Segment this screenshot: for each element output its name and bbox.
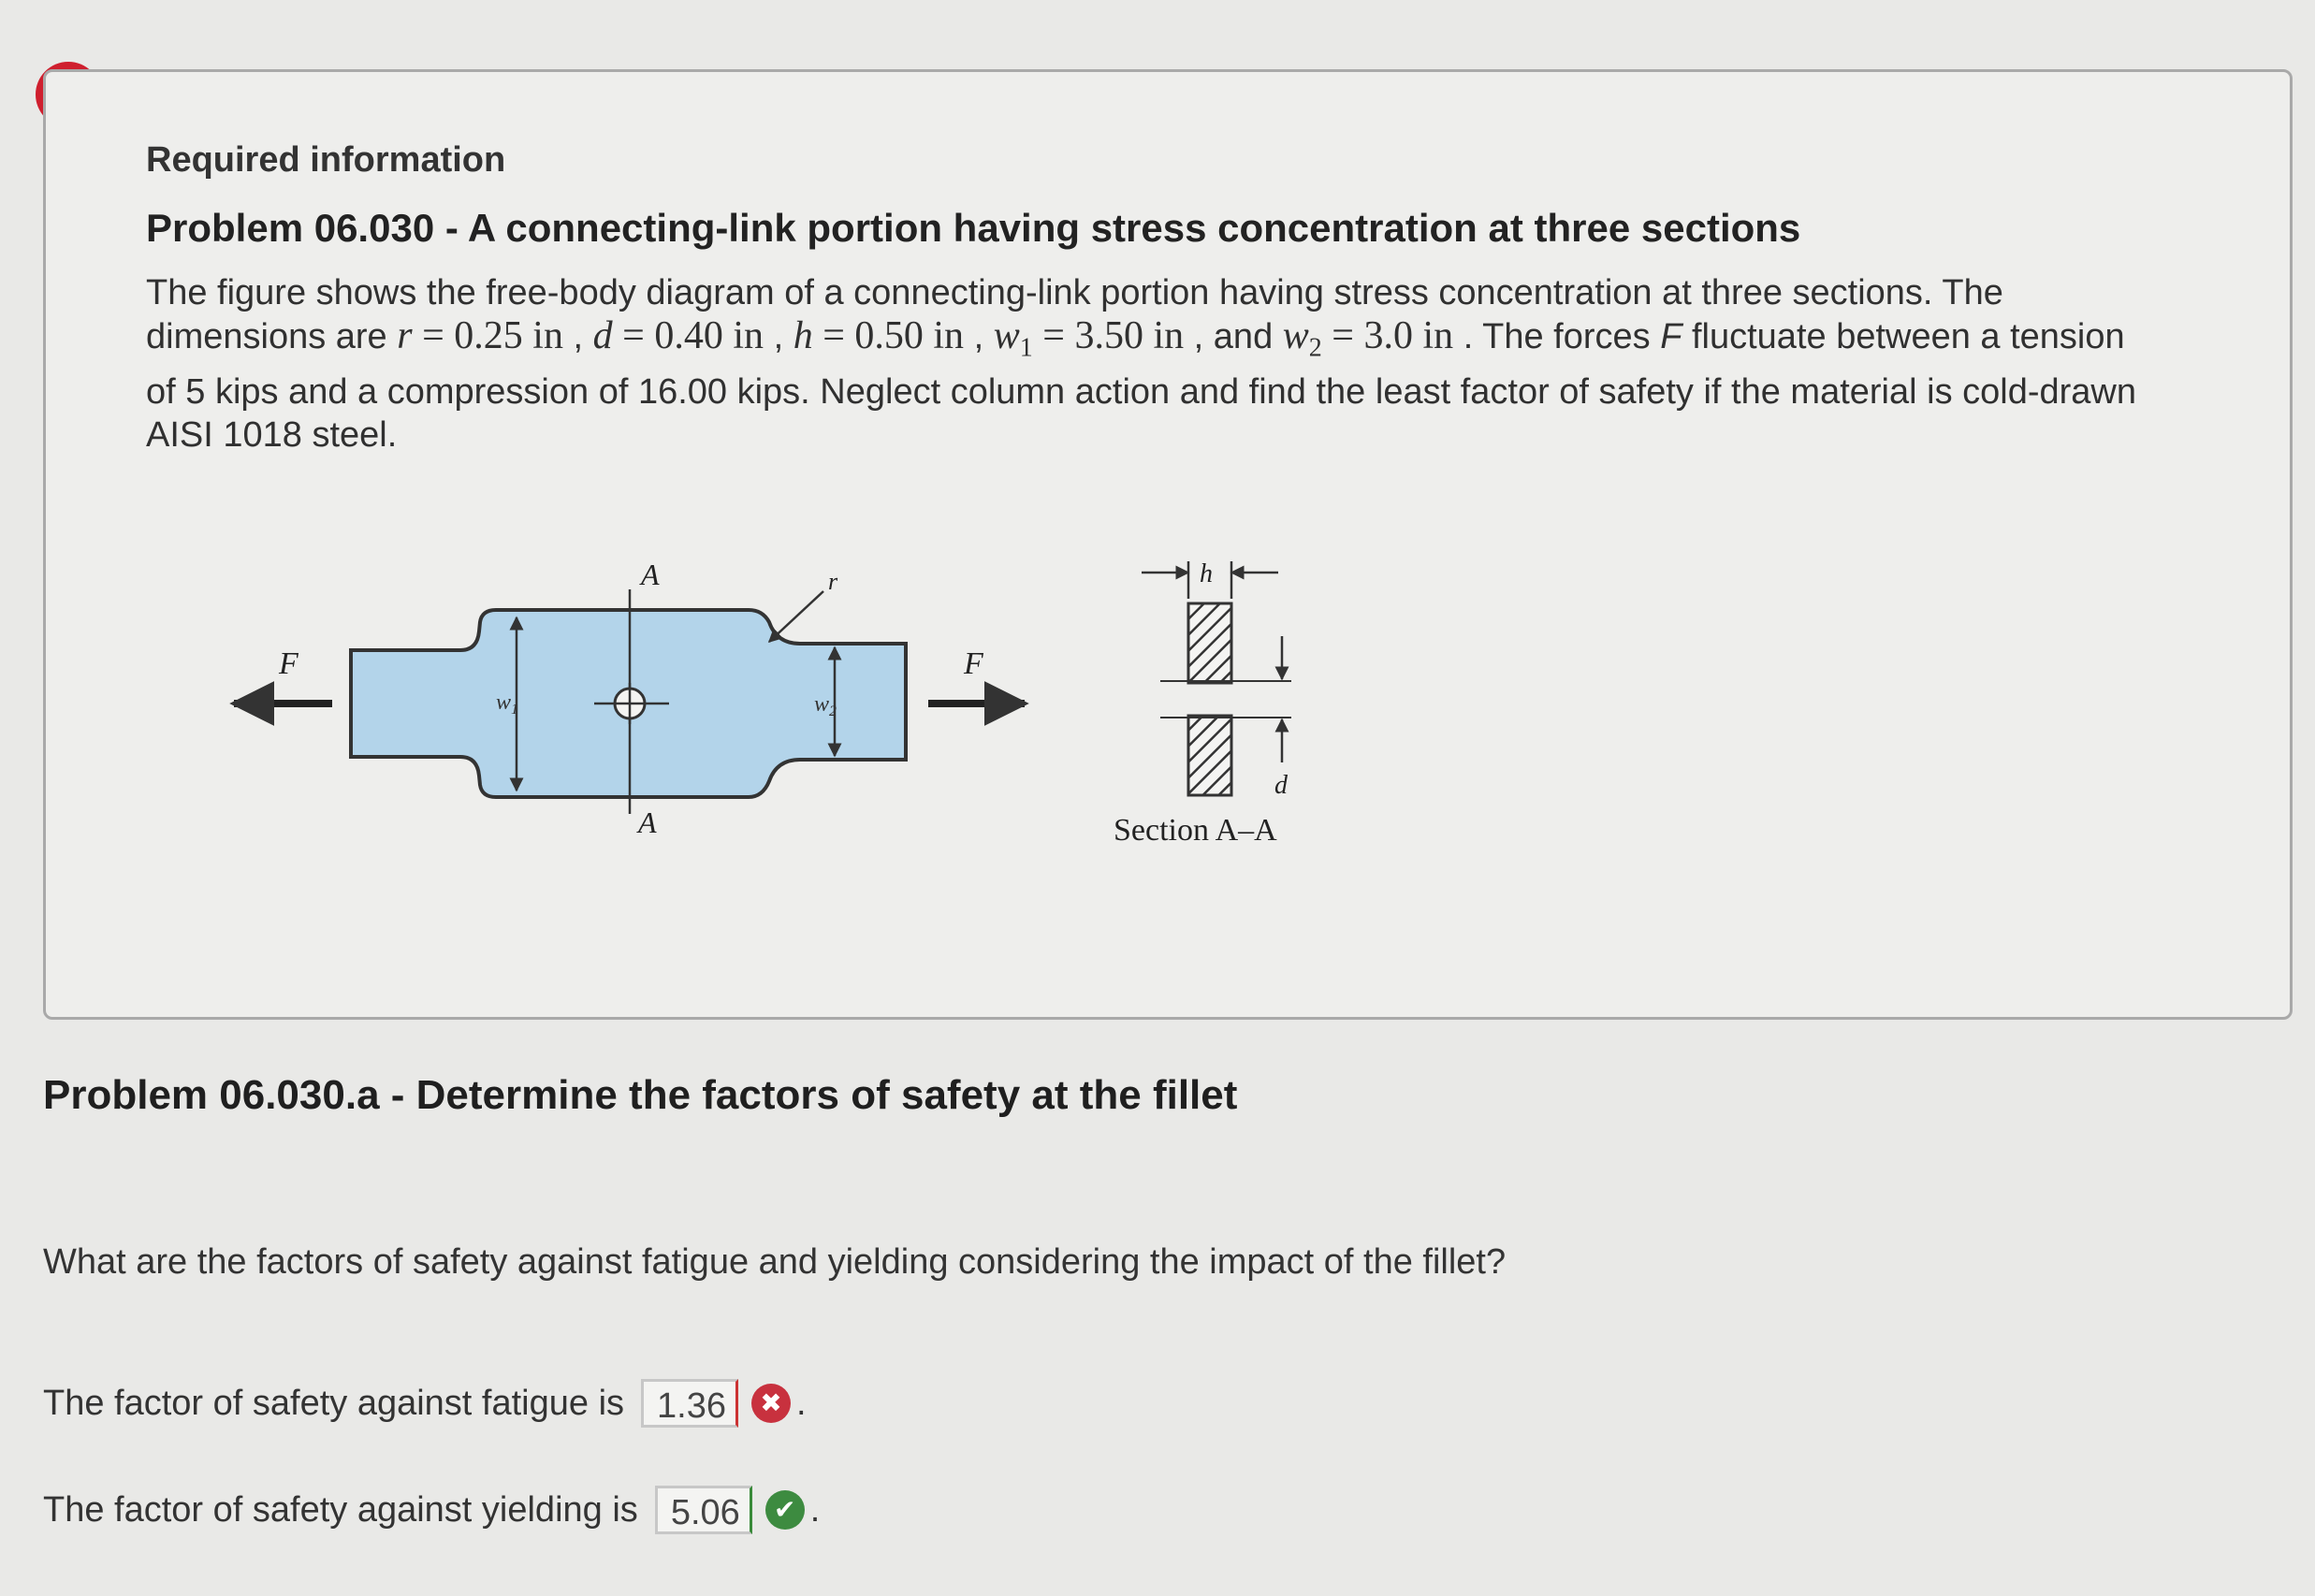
problem-title: Problem 06.030 - A connecting-link portion having stress concentration at three sections bbox=[146, 206, 1801, 250]
connecting-link-figure bbox=[215, 543, 1338, 879]
section-caption: Section A–A bbox=[1114, 813, 1277, 848]
subproblem-title: Problem 06.030.a - Determine the factors of safety at the fillet bbox=[43, 1072, 1238, 1118]
period: . bbox=[796, 1383, 807, 1423]
yielding-input[interactable]: 5.06 bbox=[655, 1486, 752, 1534]
section-upper bbox=[1188, 603, 1231, 683]
label-a-top: A bbox=[641, 558, 660, 591]
label-a-bottom: A bbox=[638, 805, 657, 839]
incorrect-icon: ✖ bbox=[751, 1384, 791, 1423]
label-r: r bbox=[828, 568, 838, 595]
period: . bbox=[809, 1489, 821, 1530]
correct-icon: ✔ bbox=[765, 1490, 805, 1530]
label-w1: $w_1$ bbox=[496, 690, 519, 718]
label-h: h bbox=[1200, 559, 1213, 588]
fatigue-label: The factor of safety against fatigue is bbox=[43, 1383, 625, 1423]
yielding-label: The factor of safety against yielding is bbox=[43, 1489, 638, 1530]
question-text: What are the factors of safety against fatigue and yielding considering the impact of the fillet? bbox=[43, 1242, 1507, 1282]
yielding-answer-row bbox=[43, 1486, 820, 1534]
label-w2: $w_2$ bbox=[814, 692, 837, 719]
problem-description: The figure shows the free-body diagram of a connecting-link portion having stress concentration at three sections. The dimensions are r = 0.25 in , d = 0.40 in , h = 0.50 in , $w_1 = 3.50$ in , and $w_2 = 3.0$ in . The forces F fluctuate between a tension of 5 kips and a compression of 16.00 kips. Neglect column action and find the least factor of safety if the material is cold-drawn AISI 1018 steel. bbox=[146, 273, 2136, 455]
label-f-left: F bbox=[279, 646, 298, 681]
fatigue-answer-row bbox=[43, 1379, 807, 1428]
fatigue-input[interactable]: 1.36 bbox=[641, 1379, 738, 1428]
label-d: d bbox=[1274, 771, 1288, 800]
label-f-right: F bbox=[964, 646, 983, 681]
required-info-label: Required information bbox=[146, 140, 506, 180]
section-lower bbox=[1188, 716, 1231, 795]
